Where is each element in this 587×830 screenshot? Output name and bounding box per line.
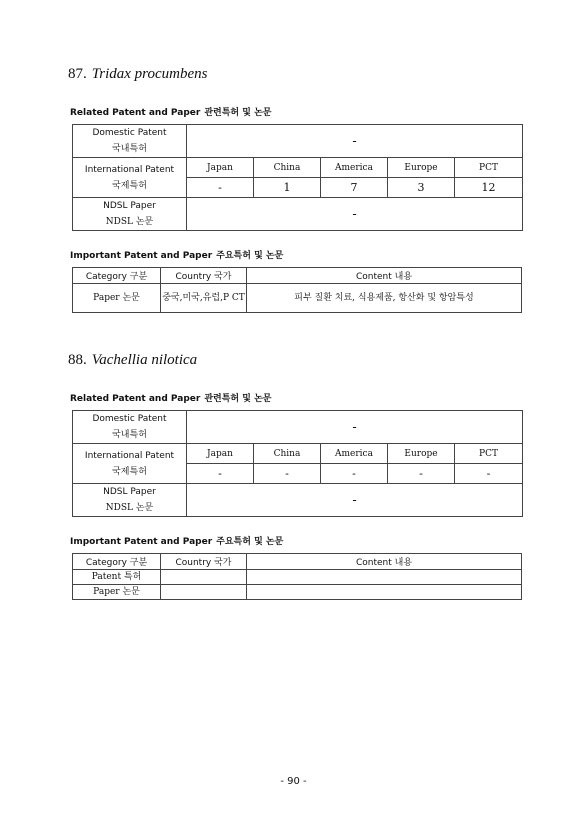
content-header: Content 내용 xyxy=(247,554,522,570)
country-header: Country 국가 xyxy=(161,554,247,570)
related-patent-label xyxy=(70,105,271,118)
important-patent-table xyxy=(72,553,522,600)
patent-count-pct: - xyxy=(455,464,523,484)
related-patent-table xyxy=(72,410,523,517)
row-category: Patent 특허 xyxy=(73,570,161,585)
important-patent-table xyxy=(72,267,522,313)
patent-count-japan: - xyxy=(187,464,254,484)
species-title xyxy=(68,66,207,83)
related-label-en: Related Patent and Paper xyxy=(70,108,201,118)
important-patent-label xyxy=(70,534,283,547)
patent-count-america: 7 xyxy=(321,178,388,198)
patent-count-europe: 3 xyxy=(388,178,455,198)
patent-count-china: 1 xyxy=(254,178,321,198)
domestic-patent-label: Domestic Patent 국내특허 xyxy=(73,411,187,444)
ndsl-paper-label: NDSL Paper NDSL 논문 xyxy=(73,198,187,231)
patent-count-japan: - xyxy=(187,178,254,198)
country-header-japan: Japan xyxy=(187,444,254,464)
table-row xyxy=(73,570,522,585)
row-country xyxy=(161,570,247,585)
country-header-europe: Europe xyxy=(388,158,455,178)
international-patent-label: International Patent 국제특허 xyxy=(73,444,187,484)
country-header-pct: PCT xyxy=(455,444,523,464)
country-header: Country 국가 xyxy=(161,268,247,284)
row-content xyxy=(247,570,522,585)
category-header: Category 구분 xyxy=(73,554,161,570)
page-number: - 90 - xyxy=(280,776,307,787)
category-header: Category 구분 xyxy=(73,268,161,284)
country-header-pct: PCT xyxy=(455,158,523,178)
table-row xyxy=(73,284,522,313)
important-label-ko: 주요특허 및 논문 xyxy=(216,537,284,547)
patent-count-pct: 12 xyxy=(455,178,523,198)
species-number: 88. xyxy=(68,352,87,368)
species-scientific-name: Vachellia nilotica xyxy=(91,352,198,368)
important-patent-label xyxy=(70,248,283,261)
species-title xyxy=(68,352,197,369)
country-header-america: America xyxy=(321,444,388,464)
country-header-china: China xyxy=(254,158,321,178)
patent-count-america: - xyxy=(321,464,388,484)
row-category: Paper 논문 xyxy=(73,284,161,313)
species-scientific-name: Tridax procumbens xyxy=(91,66,208,82)
patent-count-europe: - xyxy=(388,464,455,484)
ndsl-paper-value: - xyxy=(187,484,523,517)
international-patent-label: International Patent 국제특허 xyxy=(73,158,187,198)
related-label-en: Related Patent and Paper xyxy=(70,394,201,404)
country-header-china: China xyxy=(254,444,321,464)
row-country xyxy=(161,585,247,600)
related-label-ko: 관련특허 및 논문 xyxy=(204,108,272,118)
row-category: Paper 논문 xyxy=(73,585,161,600)
domestic-patent-value: - xyxy=(187,125,523,158)
species-number: 87. xyxy=(68,66,87,82)
domestic-patent-label: Domestic Patent 국내특허 xyxy=(73,125,187,158)
row-country: 중국,미국,유럽,P CT xyxy=(161,284,247,313)
domestic-patent-value: - xyxy=(187,411,523,444)
related-label-ko: 관련특허 및 논문 xyxy=(204,394,272,404)
important-label-en: Important Patent and Paper xyxy=(70,537,213,547)
patent-count-china: - xyxy=(254,464,321,484)
country-header-japan: Japan xyxy=(187,158,254,178)
ndsl-paper-label: NDSL Paper NDSL 논문 xyxy=(73,484,187,517)
related-patent-table xyxy=(72,124,523,231)
row-content: 피부 질환 치료, 식용제품, 항산화 및 항암특성 xyxy=(247,284,522,313)
row-content xyxy=(247,585,522,600)
important-label-en: Important Patent and Paper xyxy=(70,251,213,261)
country-header-america: America xyxy=(321,158,388,178)
country-header-europe: Europe xyxy=(388,444,455,464)
table-row xyxy=(73,585,522,600)
important-label-ko: 주요특허 및 논문 xyxy=(216,251,284,261)
ndsl-paper-value: - xyxy=(187,198,523,231)
related-patent-label xyxy=(70,391,271,404)
content-header: Content 내용 xyxy=(247,268,522,284)
